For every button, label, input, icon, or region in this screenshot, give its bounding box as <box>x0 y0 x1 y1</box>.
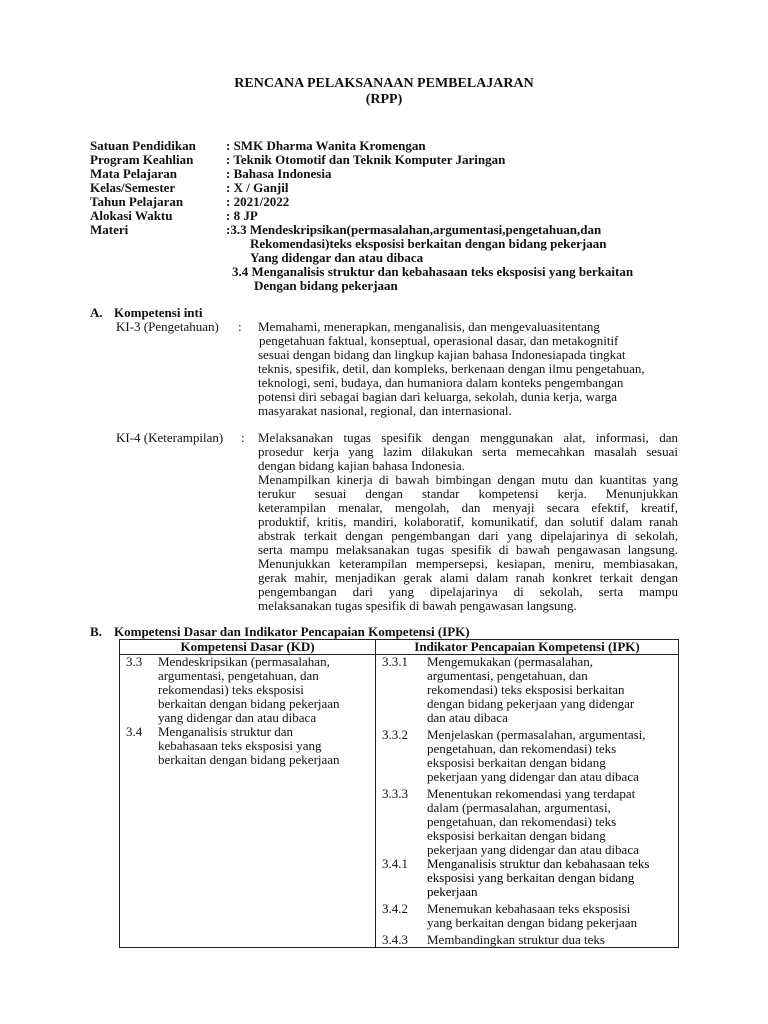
ki3-text <box>258 320 678 418</box>
info-value: : Bahasa Indonesia <box>226 166 332 181</box>
ipk-item <box>376 787 678 857</box>
ki4-label: KI-4 (Keterampilan) <box>116 430 224 445</box>
ipk-number: 3.3.2 <box>382 727 408 742</box>
info-value: : Teknik Otomotif dan Teknik Komputer Jaringan <box>226 152 506 167</box>
text-line: argumentasi, pengetahuan, dan <box>427 668 588 683</box>
text-line: Membandingkan struktur dua teks <box>427 932 605 947</box>
text-line: kebahasaan teks eksposisi yang <box>158 738 322 753</box>
text-line: teknis, spesifik, detil, dan kompleks, berkenaan dengan ilmu pengetahuan, <box>258 361 645 376</box>
ipk-text <box>427 787 678 857</box>
text-line: pengembangan dari yang dipelajarinya di sekolah, serta mampu <box>258 584 678 599</box>
info-row <box>90 181 601 195</box>
text-line: produktif, kritis, mandiri, kolaboratif, komunikatif, dan solutif dalam ranah <box>258 514 678 529</box>
ki4-colon: : <box>241 430 245 445</box>
ki4-text <box>258 431 678 613</box>
text-line: pekerjaan <box>427 884 478 899</box>
ipk-item <box>376 655 678 725</box>
text-line: Mendeskripsikan (permasalahan, <box>158 654 330 669</box>
kd-text <box>158 725 375 767</box>
text-line: Menganalisis struktur dan <box>158 724 294 739</box>
text-line: potensi diri sebagai bagian dari keluarga, sekolah, dunia kerja, warga <box>258 389 618 404</box>
text-line: pengetahuan, dan rekomendasi) teks <box>427 814 617 829</box>
text-line: Menunjukkan keterampilan mempersepsi, kesiapan, meniru, membiasakan, <box>258 556 678 571</box>
ki3-colon: : <box>238 319 242 334</box>
info-value: : SMK Dharma Wanita Kromengan <box>226 138 426 153</box>
document-title: RENCANA PELAKSANAAN PEMBELAJARAN <box>234 76 534 91</box>
info-row <box>90 195 601 209</box>
identity-block <box>90 139 601 237</box>
info-value: :3.3 Mendeskripsikan(permasalahan,argumentasi,pengetahuan,dan <box>226 222 602 237</box>
text-line: dengan bidang pekerjaan yang didengar <box>427 696 635 711</box>
text-line: dalam (permasalahan, argumentasi, <box>427 800 611 815</box>
ipk-text <box>427 933 678 947</box>
info-row <box>90 139 601 153</box>
ipk-text <box>427 857 678 899</box>
ipk-number: 3.3.3 <box>382 786 408 801</box>
ipk-number: 3.4.1 <box>382 856 408 871</box>
materi-line: Rekomendasi)teks eksposisi berkaitan dengan bidang pekerjaan <box>250 236 607 251</box>
text-line: prosedur kerja yang lazim dilakukan serta memecahkan masalah sesuai <box>258 444 678 459</box>
text-line: Menganalisis struktur dan kebahasaan teks <box>427 856 650 871</box>
materi-line: Yang didengar dan atau dibaca <box>250 250 424 265</box>
text-line: gerak mahir, menjadikan gerak alami dalam ranah konkret terkait dengan <box>258 570 678 585</box>
ipk-cell <box>376 655 679 948</box>
info-label: Program Keahlian <box>90 152 194 167</box>
text-line: pekerjaan yang didengar dan atau dibaca <box>427 842 639 857</box>
ipk-text <box>427 902 678 930</box>
ki3-label: KI-3 (Pengetahuan) <box>116 319 219 334</box>
materi-line: 3.4 Menganalisis struktur dan kebahasaan teks eksposisi yang berkaitan <box>232 264 634 279</box>
section-letter: A. <box>90 305 103 320</box>
text-line: serta mampu melaksanakan tugas spesifik di bawah pengawasan langsung. <box>258 542 678 557</box>
text-line: yang berkaitan dengan bidang pekerjaan <box>427 915 638 930</box>
kd-text <box>158 655 375 725</box>
info-label: Materi <box>90 222 129 237</box>
kd-item <box>120 655 375 725</box>
section-title: Kompetensi Dasar dan Indikator Pencapaian Kompetensi (IPK) <box>114 624 470 639</box>
text-line: masyarakat nasional, regional, dan internasional. <box>258 403 512 418</box>
text-line: dan atau dibaca <box>427 710 508 725</box>
materi-line: Dengan bidang pekerjaan <box>254 278 398 293</box>
kd-ipk-table <box>119 639 679 948</box>
text-line: rekomendasi) teks eksposisi berkaitan <box>427 682 625 697</box>
text-line: sesuai dengan bidang dan lingkup kajian bahasa Indonesiapada tingkat <box>258 347 626 362</box>
text-line: Menemukan kebahasaan teks eksposisi <box>427 901 631 916</box>
table-row <box>120 655 679 948</box>
ipk-item <box>376 857 678 899</box>
text-line: berkaitan dengan bidang pekerjaan <box>158 752 340 767</box>
info-label: Satuan Pendidikan <box>90 138 196 153</box>
text-line: Menjelaskan (permasalahan, argumentasi, <box>427 727 646 742</box>
info-row <box>90 223 601 237</box>
text-line: Menampilkan kinerja di bawah bimbingan dengan mutu dan kuantitas yang <box>258 472 678 487</box>
text-line: rekomendasi) teks eksposisi <box>158 682 304 697</box>
section-b-heading <box>90 625 470 639</box>
kd-number: 3.4 <box>126 724 143 739</box>
text-line: yang didengar dan atau dibaca <box>158 710 317 725</box>
kd-column-header: Kompetensi Dasar (KD) <box>120 640 376 655</box>
ipk-column-header: Indikator Pencapaian Kompetensi (IPK) <box>376 640 679 655</box>
ipk-number: 3.4.2 <box>382 901 408 916</box>
text-line: melaksanakan tugas spesifik di bawah pengawasan langsung. <box>258 598 577 613</box>
info-label: Kelas/Semester <box>90 180 176 195</box>
kd-cell <box>120 655 376 948</box>
document-subtitle: (RPP) <box>365 92 403 107</box>
info-value: : X / Ganjil <box>226 180 289 195</box>
text-line: eksposisi berkaitan dengan bidang <box>427 755 606 770</box>
ipk-item <box>376 728 678 784</box>
kd-number: 3.3 <box>126 654 143 669</box>
info-value: : 8 JP <box>226 208 258 223</box>
text-line: pengetahuan, dan rekomendasi) teks <box>427 741 617 756</box>
info-row <box>90 153 601 167</box>
info-row <box>90 209 601 223</box>
info-label: Alokasi Waktu <box>90 208 173 223</box>
section-letter: B. <box>90 624 102 639</box>
text-line: berkaitan dengan bidang pekerjaan <box>158 696 340 711</box>
ipk-number: 3.3.1 <box>382 654 408 669</box>
ipk-number: 3.4.3 <box>382 932 408 947</box>
text-line: pengetahuan faktual, konseptual, operasional dasar, dan metakognitif <box>259 333 619 348</box>
ipk-text <box>427 655 678 725</box>
table-header-row <box>120 640 679 655</box>
info-value: : 2021/2022 <box>226 194 290 209</box>
text-line: dengan bidang kajian bahasa Indonesia. <box>258 458 465 473</box>
info-row <box>90 167 601 181</box>
kd-item <box>120 725 375 767</box>
text-line: pekerjaan yang didengar dan atau dibaca <box>427 769 639 784</box>
text-line: Melaksanakan tugas spesifik dengan menggunakan alat, informasi, dan <box>258 430 678 445</box>
text-line: keterampilan menalar, mengolah, dan menyaji secara efektif, kreatif, <box>258 500 678 515</box>
info-label: Tahun Pelajaran <box>90 194 184 209</box>
info-label: Mata Pelajaran <box>90 166 178 181</box>
text-line: argumentasi, pengetahuan, dan <box>158 668 319 683</box>
text-line: eksposisi yang berkaitan dengan bidang <box>427 870 635 885</box>
text-line: teknologi, seni, budaya, dan humaniora dalam konteks pengembangan <box>258 375 624 390</box>
section-title: Kompetensi inti <box>114 305 203 320</box>
text-line: abstrak terkait dengan pengembangan dari yang dipelajarinya di sekolah, <box>258 528 678 543</box>
text-line: Memahami, menerapkan, menganalisis, dan mengevaluasitentang <box>258 319 600 334</box>
text-line: eksposisi berkaitan dengan bidang <box>427 828 606 843</box>
text-line: Mengemukakan (permasalahan, <box>427 654 594 669</box>
ipk-item <box>376 902 678 930</box>
ipk-item <box>376 933 678 947</box>
ipk-text <box>427 728 678 784</box>
section-a-heading <box>90 306 202 320</box>
text-line: Menentukan rekomendasi yang terdapat <box>427 786 636 801</box>
text-line: terukur sesuai dengan standar kompetensi kerja. Menunjukkan <box>258 486 678 501</box>
